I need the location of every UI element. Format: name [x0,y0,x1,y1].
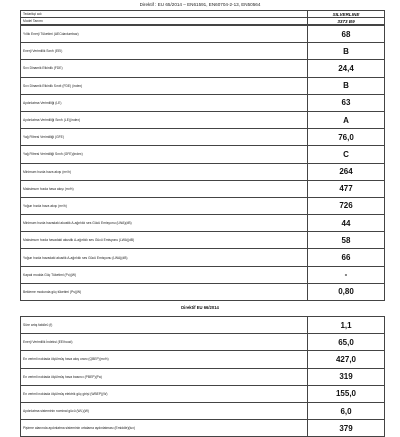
row-value: 0,80 [308,283,385,300]
row-label: Maksimum hızda havadaki akustik A-ağırlıklı ses Gücü Emisyonu (LWA)(dB) [21,232,308,249]
row-label: Yağ Filtresi Verimliliği (GFE) [21,129,308,146]
table-row [21,60,385,77]
row-value: - [308,266,385,283]
row-label: En verimli noktada ölçülmüş hava basıncı (PBEP)(Pa) [21,368,308,385]
row-value: 726 [308,197,385,214]
section-title: Direktif EU 66/2014 [181,305,219,310]
row-value: 68 [308,26,385,43]
row-label: Yağ Filtresi Verimliliği Sınıfı (GFE)(index) [21,146,308,163]
row-value: 58 [308,232,385,249]
row-label: Maksimum hızda hava akışı (m³/h) [21,180,308,197]
table-row [21,215,385,232]
row-label: Bekleme modunda güç tüketimi (Ps)(W) [21,283,308,300]
row-value: 44 [308,215,385,232]
row-value: 477 [308,180,385,197]
table-row [21,146,385,163]
table-row [21,317,385,334]
directive-header: Direktif : EU 65/2014 – EN61591, EN60704-2-13, EN50564 [139,2,261,7]
table-row [21,94,385,111]
table-row [21,197,385,214]
row-label: Pişirme alanında aydınlatma sisteminin ortalama aydınlatması (Emiddle)(lux) [21,420,308,437]
row-label: Yıllık Enerji Tüketimi (AECdavlumbaz) [21,26,308,43]
row-label: Yoğun hızda hava akışı (m³/h) [21,197,308,214]
table-row [21,266,385,283]
row-value: A [308,111,385,128]
table-row [21,420,385,437]
row-value: B [308,43,385,60]
row-label: Enerji Verimlilik İndeksi (EEIhood) [21,334,308,351]
row-label: Sıvı Dinamik Etkinlik (FDE) [21,60,308,77]
row-label: Süre artış faktörü (f) [21,317,308,334]
table-row [21,180,385,197]
row-value: 155,0 [308,385,385,402]
row-value: 1,1 [308,317,385,334]
row-value: 63 [308,94,385,111]
row-value: 6,0 [308,402,385,419]
table-row [21,334,385,351]
row-value: 76,0 [308,129,385,146]
row-label: En verimli noktada ölçülmüş elektrik güç girişi (WBEP)(W) [21,385,308,402]
table-row [21,18,385,25]
row-value: 427,0 [308,351,385,368]
table-row [21,368,385,385]
table-row [21,351,385,368]
eu66-table [20,316,385,437]
model-value: 3373 B9 [308,18,385,25]
table-row [21,232,385,249]
table-row [21,111,385,128]
table-row [21,43,385,60]
row-label: Aydınlatma sisteminin nominal gücü (WL)(W) [21,402,308,419]
table-row [21,249,385,266]
row-value: C [308,146,385,163]
table-row [21,402,385,419]
product-fiche [20,0,380,437]
table-row [21,26,385,43]
row-label: Tedarikçi adı [21,11,308,18]
row-label: Minimum hızda havadaki akustik A-ağırlıklı ses Gücü Emisyonu (LWA)(dB) [21,215,308,232]
table-row [21,163,385,180]
brand-logo: SILVERLINE [308,11,385,18]
row-label: En verimli noktada ölçülmüş hava akış oranı (QBEP)(m³/h) [21,351,308,368]
row-value: 66 [308,249,385,266]
row-label: Model Tanımı [21,18,308,25]
row-label: Aydınlatma Verimliliği Sınıfı (LE)(index) [21,111,308,128]
row-value: 264 [308,163,385,180]
eu65-table [20,25,385,301]
row-value: 319 [308,368,385,385]
table-row [21,283,385,300]
row-label: Minimum hızda hava akışı (m³/h) [21,163,308,180]
row-value: 65,0 [308,334,385,351]
row-value: B [308,77,385,94]
row-label: Sıvı Dinamik Etkinlik Sınıfı (FDE) (index) [21,77,308,94]
row-label: Kapalı modda Güç Tüketimi (Po)(W) [21,266,308,283]
row-value: 24,4 [308,60,385,77]
table-row [21,129,385,146]
row-value: 379 [308,420,385,437]
row-label: Enerji Verimlilik Sınıfı (EEI) [21,43,308,60]
row-label: Yoğun hızda havadaki akustik A-ağırlıklı ses Gücü Emisyonu (LWA)(dB) [21,249,308,266]
table-row [21,77,385,94]
table-row [21,11,385,18]
info-table [20,10,385,25]
row-label: Aydınlatma Verimliliği (LE) [21,94,308,111]
